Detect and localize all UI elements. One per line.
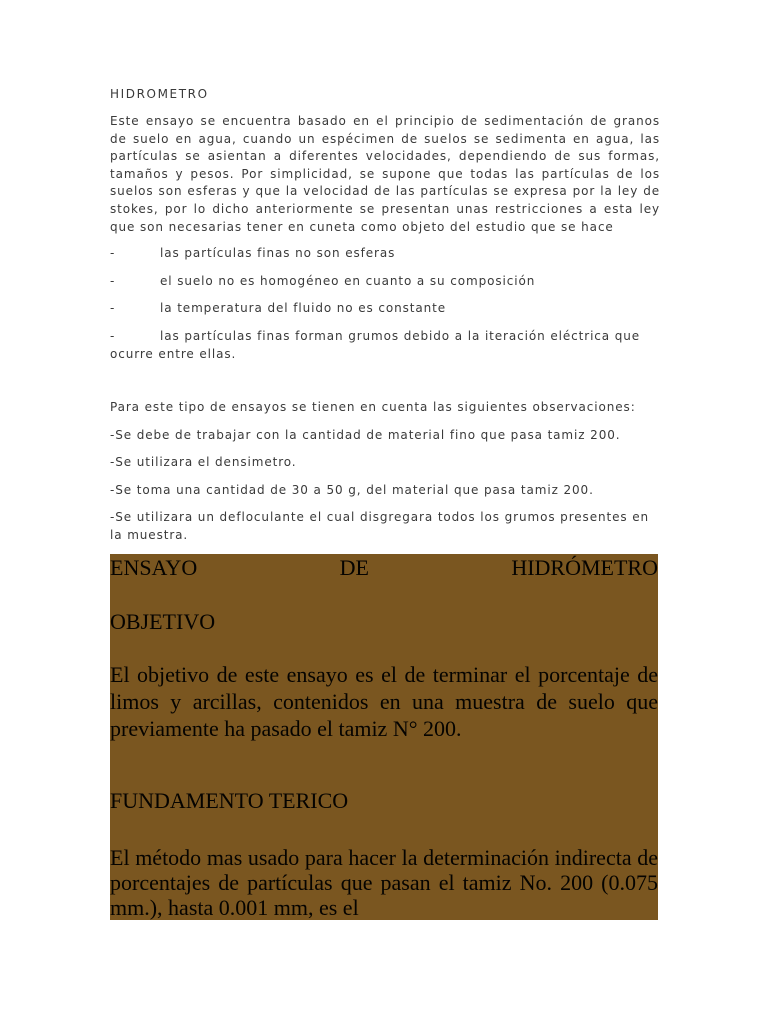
list-item xyxy=(110,245,660,263)
list-item-text: el suelo no es homogéneo en cuanto a su composición xyxy=(160,274,536,288)
box-title: ENSAYO DE HIDRÓMETRO xyxy=(110,555,658,580)
objetivo-heading: OBJETIVO xyxy=(110,609,216,634)
objetivo-paragraph: El objetivo de este ensayo es el de terminar el porcentaje de limos y arcillas, contenidos en una muestra de suelo que previamente ha pasado el tamiz N° 200. xyxy=(110,662,658,741)
list-item-text: la temperatura del fluido no es constante xyxy=(160,301,447,315)
list-dash: - xyxy=(110,329,116,343)
fundamento-heading: FUNDAMENTO TERICO xyxy=(110,788,349,813)
observations-intro: Para este tipo de ensayos se tienen en cuenta las siguientes observaciones: xyxy=(110,400,636,414)
observation-item: -Se debe de trabajar con la cantidad de material fino que pasa tamiz 200. xyxy=(110,428,621,442)
observation-item: -Se toma una cantidad de 30 a 50 g, del material que pasa tamiz 200. xyxy=(110,483,594,497)
observation-item: -Se utilizara el densimetro. xyxy=(110,455,297,469)
section-heading: HIDROMETRO xyxy=(110,87,209,101)
list-item xyxy=(110,273,660,291)
intro-paragraph: Este ensayo se encuentra basado en el principio de sedimentación de granos de suelo en agua, cuando un espécimen de suelos se sedimenta en agua, las partículas se asientan a diferentes velocidades, dependiendo de sus formas, tamaños y pesos. Por simplicidad, se supone que todas las partículas de los suelos son esferas y que la velocidad de las partículas se expresa por la ley de stokes, por lo dicho anteriormente se presentan unas restricciones a esta ley que son necesarias tener en cuneta como objeto del estudio que se hace xyxy=(110,114,660,234)
observation-item: -Se utilizara un defloculante el cual disgregara todos los grumos presentes en la muestra. xyxy=(110,510,650,542)
list-item-text: las partículas finas no son esferas xyxy=(160,246,396,260)
list-dash: - xyxy=(110,301,116,315)
list-dash: - xyxy=(110,274,116,288)
fundamento-paragraph: El método mas usado para hacer la determinación indirecta de porcentajes de partículas que pasan el tamiz No. 200 (0.075 mm.), hasta 0.001 mm, es el xyxy=(110,845,658,920)
highlighted-text-box xyxy=(110,554,658,920)
list-item xyxy=(110,300,660,318)
list-dash: - xyxy=(110,246,116,260)
list-item-text: las partículas finas forman grumos debido a la iteración eléctrica que ocurre entre ellas. xyxy=(110,329,641,361)
list-item xyxy=(110,328,660,363)
